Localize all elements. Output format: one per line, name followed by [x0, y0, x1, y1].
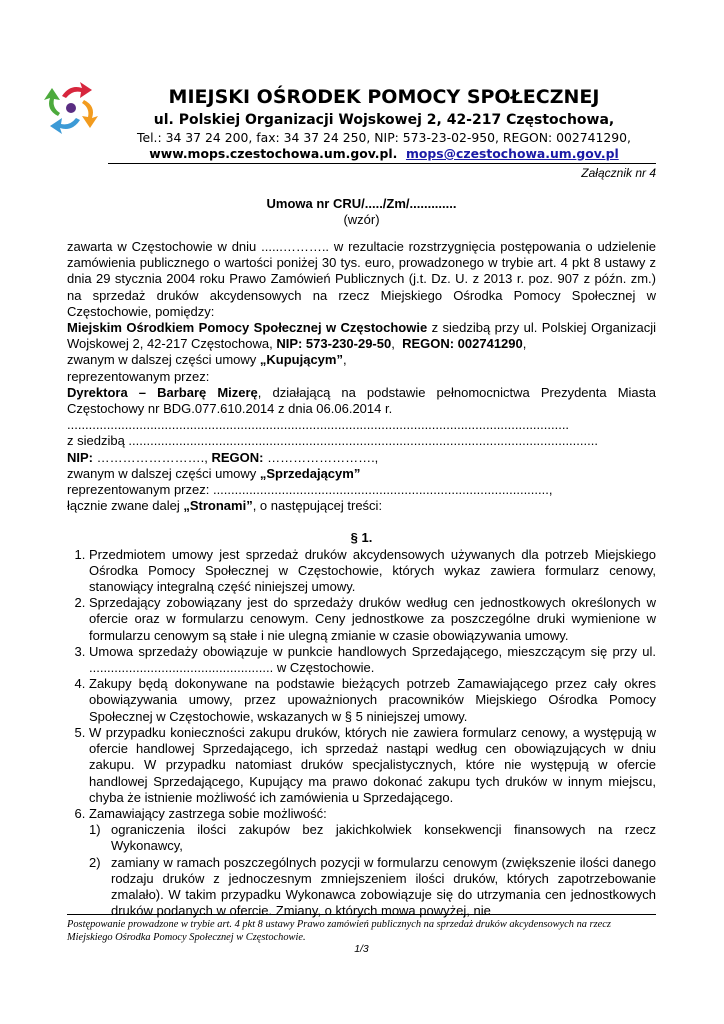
logo-arrow-red: [62, 82, 92, 98]
seller-name-blank: ...........................................................................................................................................: [67, 417, 570, 433]
section-1-heading: § 1.: [350, 530, 373, 546]
list-item: 4. Zakupy będą dokonywane na podstawie bieżących potrzeb Zamawiającego przez cały okres obowiązywania umowy, przez upoważnionych pracowników Miejskiego Ośrodka Pomocy Społecznej w Częstochowie, wskazanych w § 5 niniejszej umowy.: [89, 676, 656, 725]
director-paragraph: Dyrektora – Barbarę Mizerę, działającą na podstawie pełnomocnictwa Prezydenta Miasta Częstochowy nr BDG.077.610.2014 z dnia 06.06.2014 r.: [67, 384, 656, 417]
seller-role-line: zwanym w dalszej części umowy „Sprzedającym”: [67, 465, 361, 481]
director-name: Dyrektora – Barbarę Mizerę: [67, 384, 258, 400]
seller-represented-line: reprezentowanym przez: .............................................................................................,: [67, 482, 553, 498]
attachment-label: Załącznik nr 4: [581, 166, 656, 180]
buyer-nip-label: NIP:: [276, 336, 303, 352]
seller-ids-line: NIP: ……………………., REGON: …………………….,: [67, 449, 379, 465]
logo-arrow-blue: [50, 118, 80, 134]
seller-seat-blank: z siedzibą ..................................................................................................................................: [67, 433, 598, 449]
buyer-nip: 573-230-29-50: [302, 336, 392, 352]
logo-arrow-green: [44, 88, 60, 116]
intro-paragraph: zawarta w Częstochowie w dniu ......……….. w rezultacie rozstrzygnięcia postępowania o udzielenie zamówienia publicznego o wartości poniżej 30 tys. euro, prowadzonego w trybie art. 4 pkt 8 ustawy z dnia 29 stycznia 2004 roku Prawo Zamówień Publicznych (j.t. Dz. U. z 2013 r. poz. 907 z późn. zm.) na sprzedaż druków akcydensowych na rzecz Miejskiego Ośrodka Pomocy Społecznej w Częstochowie, pomiędzy:: [67, 239, 656, 319]
logo-arrow-orange: [82, 100, 98, 128]
header-rule: [108, 163, 656, 164]
list-item: 5. W przypadku konieczności zakupu druków, których nie zawiera formularz cenowy, a występują w ofercie handlowej Sprzedającego, ich sprzedaż nastąpi według cen obowiązujących w dniu zakupu. W przypadku natomiast druków specjalistycznych, które nie występują w ofercie handlowej Sprzedającego, Kupujący ma prawo dokonać zakupu tych druków w innym miejscu, chyba że istnienie możliwość ich zamówienia u Sprzedającego.: [89, 725, 656, 806]
page-number: 1/3: [354, 944, 369, 955]
org-contact: Tel.: 34 37 24 200, fax: 34 37 24 250, NIP: 573-23-02-950, REGON: 002741290,: [137, 130, 631, 145]
list-item: 2. Sprzedający zobowiązany jest do sprzedaży druków według cen jednostkowych określonych w ofercie oraz w formularzu cenowym. Ceny jednostkowe za poszczególne druki wymienione w formularzu cenowym są stałe i nie ulegną zmianie w czasie obowiązywania umowy.: [89, 595, 656, 644]
org-web: [104, 146, 664, 161]
represented-line: reprezentowanym przez:: [67, 368, 210, 384]
sub-list-item: 2) zamiany w ramach poszczególnych pozycji w formularzu cenowym (zwiększenie ilości danego rodzaju druków z jednoczesnym zmniejszeniem ilości druków, których zapotrzebowanie zmalało). W takim przypadku Wykonawca zobowiązuje się do utrzymania cen jednostkowych druków podanych w ofercie. Zmiany, o których mowa powyżej, nie: [89, 854, 656, 919]
buyer-name: Miejskim Ośrodkiem Pomocy Społecznej w Częstochowie: [67, 320, 428, 336]
buyer-paragraph: Miejskim Ośrodkiem Pomocy Społecznej w Częstochowie z siedzibą przy ul. Polskiej Organizacji Wojskowej 2, 42-217 Częstochowa, NIP: 573-230-29-50, REGON: 002741290,: [67, 320, 656, 352]
parties-line: łącznie zwane dalej „Stronami”, o następującej treści:: [67, 498, 383, 514]
list-item: 1. Przedmiotem umowy jest sprzedaż druków akcydensowych używanych dla potrzeb Miejskiego Ośrodka Pomocy Społecznej w Częstochowie, których wykaz zawiera formularz cenowy, stanowiący integralną część niniejszej umowy.: [89, 547, 656, 596]
buyer-regon-label: REGON:: [402, 336, 455, 352]
contract-body: [67, 239, 656, 919]
footer-rule: [67, 914, 656, 915]
logo-center-dot: [66, 103, 76, 113]
contract-title: [67, 196, 656, 228]
list-item: 6. Zamawiający zastrzega sobie możliwość: 1) ograniczenia ilości zakupów bez jakichkolwiek konsekwencji finansowych na rzecz Wykonawcy, 2) zamiany w ramach poszczególnych pozycji w formularzu cenowym (zwiększenie ilości danego rodzaju druków z jednoczesnym zmniejszeniem ilości druków, których zapotrzebowanie zmalało). W takim przypadku Wykonawca zobowiązuje się do utrzymania cen jednostkowych druków podanych w ofercie. Zmiany, o których mowa powyżej, nie: [89, 806, 656, 919]
org-address: ul. Polskiej Organizacji Wojskowej 2, 42-217 Częstochowa,: [153, 112, 615, 128]
email-link[interactable]: mops@czestochowa.um.gov.pl: [405, 146, 619, 161]
org-name: MIEJSKI OŚRODEK POMOCY SPOŁECZNEJ: [168, 86, 600, 108]
contract-template-label: (wzór): [343, 212, 380, 227]
footer-note: Postępowanie prowadzone w trybie art. 4 pkt 8 ustawy Prawo zamówień publicznych na sprzedaż druków akcydensowych na rzecz Miejskiego Ośrodka Pomocy Społecznej w Częstochowie.: [67, 919, 611, 943]
sub-list-item: 1) ograniczenia ilości zakupów bez jakichkolwiek konsekwencji finansowych na rzecz Wykonawcy,: [89, 822, 656, 854]
mops-logo: [40, 76, 102, 138]
section-1-list: [67, 547, 656, 920]
list-item: 3. Umowa sprzedaży obowiązuje w punkcie handlowych Sprzedającego, mieszczącym się przy ul. ................................................... w Częstochowie.: [89, 644, 656, 676]
buyer-regon: 002741290: [454, 336, 523, 352]
website-text: www.mops.czestochowa.um.gov.pl.: [149, 146, 398, 161]
buyer-role-line: zwanym w dalszej części umowy „Kupującym”,: [67, 352, 347, 368]
sub-list: [89, 822, 656, 919]
contract-number: Umowa nr CRU/...../Zm/.............: [266, 196, 457, 211]
